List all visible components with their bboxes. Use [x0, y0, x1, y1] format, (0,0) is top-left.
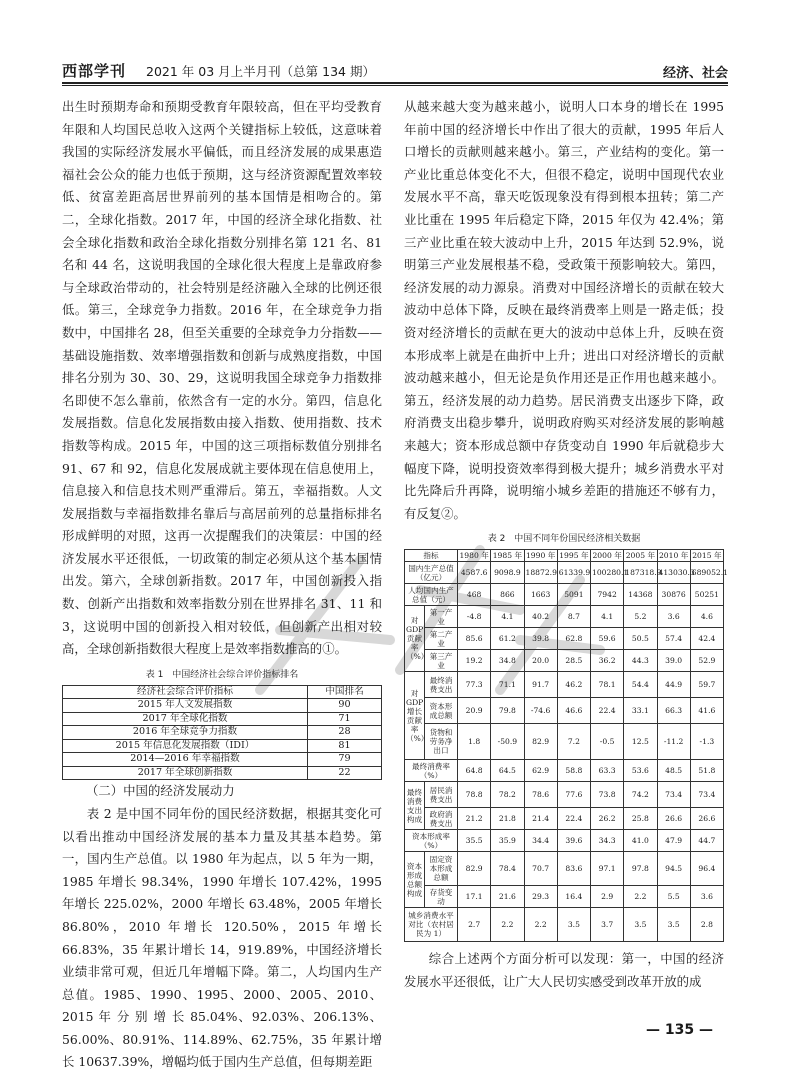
table-cell: 30876 — [657, 584, 690, 606]
table-header-row — [405, 550, 724, 562]
table-cell: 51.8 — [690, 760, 723, 782]
row-label: 政府消费支出 — [425, 808, 458, 830]
table-cell: 82.9 — [458, 852, 491, 886]
table-cell: 59.6 — [591, 628, 624, 650]
table-cell: 53.6 — [624, 760, 657, 782]
table-cell: 83.6 — [557, 852, 590, 886]
table-cell: 78.1 — [591, 672, 624, 698]
table-cell: 21.6 — [491, 886, 524, 908]
table-cell: 2.2 — [524, 908, 557, 942]
table-cell: 97.8 — [624, 852, 657, 886]
table-cell: 7.2 — [557, 724, 590, 760]
right-column — [404, 96, 728, 993]
row-label: 第二产业 — [425, 628, 458, 650]
row-label: 固定资本形成总额 — [425, 852, 458, 886]
row-group-label: 对 GDP 增长贡献率（%） — [405, 672, 425, 760]
table-cell: 78.8 — [458, 782, 491, 808]
table-cell: 66.3 — [657, 698, 690, 724]
table-cell: 1663 — [524, 584, 557, 606]
table-cell: 64.8 — [458, 760, 491, 782]
table-cell: 42.4 — [690, 628, 723, 650]
row-group-label: 资本形成总额构成 — [405, 852, 425, 908]
table-cell: 33.1 — [624, 698, 657, 724]
header-rule-thin — [62, 85, 728, 86]
table-cell: 71 — [308, 712, 382, 726]
body-paragraph: 从越来越大变为越来越小，说明人口本身的增长在 1995 年前中国的经济增长中作出了很大的贡献，1995 年后人口增长的贡献则越来越小。第三，产业结构的变化。第一产业比重总体变化不大，但很不稳定，说明中国现代农业发展水平不高，靠天吃饭现象没有得到根本扭转；第二产业比重在 1995 年后稳定下降，2015 年仅为 42.4%；第三产业比重在较大波动中上升，2015 年达到 52.9%，说明第三产业发展根基不稳，受政策干预影响较大。第四，经济发展的动力源泉。消费对中国经济增长的贡献在较大波动中总体下降，反映在最终消费率上则是一路走低；投资对经济增长的贡献在更大的波动中总体上升，反映在资本形成率上就是在曲折中上升；进出口对经济增长的贡献波动越来越小，但无论是负作用还是正作用也越来越小。第五，经济发展的动力趋势。居民消费支出逐步下降，政府消费支出稳步攀升，说明政府购买对经济发展的影响越来越大；资本形成总额中存货变动自 1990 年后就稳步大幅度下降，说明投资效率得到极大提升；城乡消费水平对比先降后升再降，说明缩小城乡差距的措施还不够有力，有反复②。 — [404, 99, 724, 521]
table-cell: 79.8 — [491, 698, 524, 724]
body-paragraph: 出生时预期寿命和预期受教育年限较高，但在平均受教育年限和人均国民总收入这两个关键指标上较低，这意味着我国的实际经济发展水平偏低，而且经济发展的成果惠造福社会公众的能力也低于预期，这与经济资源配置效率较低、贫富差距高居世界前列的基本国情是相吻合的。第二，全球化指数。2017 年，中国的经济全球化指数、社会全球化指数和政治全球化指数分别排名第 121 名、81 名和 44 名，这说明我国的全球化很大程度上是靠政府参与全球政治带动的，社会特别是经济融入全球的比例还很低。第三，全球竞争力指数。2016 年，在全球竞争力指数中，中国排名 28，但至关重要的全球竞争力分指数——基础设施指数、效率增强指数和创新与成熟度指数，中国排名分别为 30、30、29，这说明我国全球竞争力指数排名即使不怎么靠前，依然含有一定的水分。第四，信息化发展指数。信息化发展指数由接入指数、使用指数、技术指数等构成。2015 年，中国的这三项指标数值分别排名 91、67 和 92，信息化发展成就主要体现在信息使用上，信息接入和信息技术则严重滞后。第五，幸福指数。人文发展指数与幸福指数排名靠后与高居前列的总量指标排名形成鲜明的对照，这再一次提醒我们的决策层：中国的经济发展水平还很低，一切政策的制定必须从这个基本国情出发。第六，全球创新指数。2017 年，中国创新投入指数、创新产出指数和效率指数分别在世界排名 31、11 和 3，这说明中国的创新投入相对较低，但创新产出相对较高，全球创新指数很大程度上是效率指数推高的①。 — [62, 99, 382, 657]
table-cell: 3.7 — [591, 908, 624, 942]
table-cell: 73.8 — [591, 782, 624, 808]
table-cell: 9098.9 — [491, 562, 524, 584]
table-cell: 79 — [308, 753, 382, 767]
table-row — [405, 584, 724, 606]
table-row — [405, 830, 724, 852]
table-cell: 78.2 — [491, 782, 524, 808]
table-cell: 63.3 — [591, 760, 624, 782]
table-cell: 71.1 — [491, 672, 524, 698]
table-row — [405, 908, 724, 942]
table-cell: 81 — [308, 739, 382, 753]
table-cell: 82.9 — [524, 724, 557, 760]
table-cell: 468 — [458, 584, 491, 606]
left-column — [62, 96, 382, 1074]
table-cell: 2017 年全球创新指数 — [63, 766, 308, 780]
table-row — [63, 766, 382, 780]
table-cell: 36.2 — [591, 650, 624, 672]
table-cell: 64.5 — [491, 760, 524, 782]
table-cell: 39.8 — [524, 628, 557, 650]
table-cell: 46.6 — [557, 698, 590, 724]
table-row — [63, 699, 382, 713]
table-cell: 70.7 — [524, 852, 557, 886]
table-cell: 2.9 — [591, 886, 624, 908]
table-row — [405, 852, 724, 886]
table-cell: 18872.9 — [524, 562, 557, 584]
table-cell: -11.2 — [657, 724, 690, 760]
table-cell: 689052.1 — [690, 562, 723, 584]
table-cell: 4.1 — [591, 606, 624, 628]
table-cell: 2.2 — [624, 886, 657, 908]
row-label: 国内生产总值（亿元） — [405, 562, 458, 584]
table-row — [405, 724, 724, 760]
table-cell: 34.4 — [524, 830, 557, 852]
table-cell: 4587.6 — [458, 562, 491, 584]
table-cell: 90 — [308, 699, 382, 713]
table-cell: 7942 — [591, 584, 624, 606]
table-row — [405, 782, 724, 808]
table-cell: 94.5 — [657, 852, 690, 886]
table-cell: 46.2 — [557, 672, 590, 698]
section-subheading: （二）中国的经济发展动力 — [86, 783, 235, 799]
table-header-row — [63, 685, 382, 699]
column-header: 中国排名 — [308, 685, 382, 699]
table-cell: 866 — [491, 584, 524, 606]
table-cell: 20.9 — [458, 698, 491, 724]
table-cell: 35.5 — [458, 830, 491, 852]
table-cell: 22.4 — [557, 808, 590, 830]
table-cell: 54.4 — [624, 672, 657, 698]
table-cell: 2017 年全球化指数 — [63, 712, 308, 726]
table-cell: 16.4 — [557, 886, 590, 908]
table-cell: 26.6 — [690, 808, 723, 830]
table-row — [405, 698, 724, 724]
table-cell: 78.6 — [524, 782, 557, 808]
table-cell: 48.5 — [657, 760, 690, 782]
table-row — [405, 562, 724, 584]
table-cell: 12.5 — [624, 724, 657, 760]
column-header: 指标 — [405, 550, 458, 562]
column-header: 2010 年 — [658, 551, 689, 561]
table-row — [405, 808, 724, 830]
table-row — [405, 760, 724, 782]
table-cell: 78.4 — [491, 852, 524, 886]
table2 — [404, 549, 728, 942]
table-cell: 5.5 — [657, 886, 690, 908]
table-cell: 2016 年全球竞争力指数 — [63, 726, 308, 740]
journal-name: 西部学刊 — [62, 62, 127, 80]
table-cell: 44.9 — [657, 672, 690, 698]
table-cell: -74.6 — [524, 698, 557, 724]
table-cell: 3.5 — [624, 908, 657, 942]
table-cell: 2.7 — [458, 908, 491, 942]
table-cell: 2.2 — [491, 908, 524, 942]
table-cell: 3.5 — [557, 908, 590, 942]
row-label: 居民消费支出 — [425, 782, 458, 808]
table-cell: -1.3 — [690, 724, 723, 760]
table-cell: 35.9 — [491, 830, 524, 852]
table-cell: 41.6 — [690, 698, 723, 724]
table-cell: 91.7 — [524, 672, 557, 698]
column-header: 1990 年 — [525, 551, 556, 561]
table-cell: 187318.9 — [624, 562, 657, 584]
row-label: 第一产业 — [425, 606, 458, 628]
column-header: 经济社会综合评价指标 — [63, 685, 308, 699]
table-cell: 21.8 — [491, 808, 524, 830]
row-label: 最终消费率（%） — [405, 760, 458, 782]
table-cell: 22 — [308, 766, 382, 780]
table-cell: 59.7 — [690, 672, 723, 698]
table-cell: 62.9 — [524, 760, 557, 782]
table-cell: 44.3 — [624, 650, 657, 672]
table-cell: 25.8 — [624, 808, 657, 830]
table-cell: 39.6 — [557, 830, 590, 852]
table-cell: 3.5 — [657, 908, 690, 942]
row-label: 存货变动 — [425, 886, 458, 908]
row-label: 人均国内生产总值（元） — [405, 584, 458, 606]
issue-info: 2021 年 03 月上半月刊（总第 134 期） — [146, 64, 375, 79]
table1-caption: 表 1 中国经济社会综合评价指标排名 — [145, 669, 299, 680]
column-header: 2000 年 — [592, 551, 622, 561]
table-cell: 100280.1 — [591, 562, 624, 584]
table-row — [405, 672, 724, 698]
table-row — [63, 726, 382, 740]
body-paragraph: 表 2 是中国不同年份的国民经济数据，根据其变化可以看出推动中国经济发展的基本力量及其基本趋势。第一，国内生产总值。以 1980 年为起点，以 5 年为一期，1985 年增长 98.34%，1990 年增长 107.42%，1995 年增长 225.02%，2000 年增长 63.48%，2005 年增长 86.80%，2010 年增长 120.50%，2015 年增长 66.83%，35 年累计增长 14，919.89%，中国经济增长业绩非常可观，但近几年增幅下降。第二，人均国内生产总值。1985、1990、1995、2000、2005、2010、2015 年 分 别 增 长 85.04%、92.03%、206.13%、56.00%、80.91%、114.89%、62.75%，35 年累计增长 10637.39%，增幅均低于国内生产总值，但每期差距 — [62, 805, 382, 1070]
table-cell: 34.3 — [591, 830, 624, 852]
table-cell: -50.9 — [491, 724, 524, 760]
table-cell: 2015 年人文发展指数 — [63, 699, 308, 713]
table-cell: 21.4 — [524, 808, 557, 830]
table-cell: 52.9 — [690, 650, 723, 672]
table-cell: 44.7 — [690, 830, 723, 852]
table-row — [63, 712, 382, 726]
table-cell: 73.4 — [690, 782, 723, 808]
table-cell: 8.7 — [557, 606, 590, 628]
column-header: 2005 年 — [625, 551, 656, 561]
table-cell: 14368 — [624, 584, 657, 606]
table-cell: 5.2 — [624, 606, 657, 628]
table-cell: 61339.9 — [557, 562, 590, 584]
table-cell: 77.3 — [458, 672, 491, 698]
table-cell: 17.1 — [458, 886, 491, 908]
table-cell: 34.8 — [491, 650, 524, 672]
column-header: 1985 年 — [492, 551, 523, 561]
row-label: 资本形成总额 — [425, 698, 458, 724]
table-cell: 50251 — [690, 584, 723, 606]
table-cell: 40.2 — [524, 606, 557, 628]
table-cell: 74.2 — [624, 782, 657, 808]
row-label: 资本形成率（%） — [405, 830, 458, 852]
column-header: 1980 年 — [459, 551, 489, 561]
table-cell: 413030.3 — [657, 562, 690, 584]
table-cell: 77.6 — [557, 782, 590, 808]
table-cell: 85.6 — [458, 628, 491, 650]
table-cell: 96.4 — [690, 852, 723, 886]
table-cell: 22.4 — [591, 698, 624, 724]
table-cell: 2014—2016 年幸福指数 — [63, 753, 308, 767]
table-cell: 19.2 — [458, 650, 491, 672]
row-label: 最终消费支出 — [425, 672, 458, 698]
running-header — [62, 56, 728, 82]
row-group-label: 最终消费支出构成 — [405, 782, 425, 830]
table-cell: 29.3 — [524, 886, 557, 908]
row-label: 城乡消费水平对比（农村居民为 1） — [405, 908, 458, 942]
table-cell: 41.0 — [624, 830, 657, 852]
table-cell: 2015 年信息化发展指数（IDI） — [63, 739, 308, 753]
table-cell: 21.2 — [458, 808, 491, 830]
row-label: 货物和劳务净出口 — [425, 724, 458, 760]
header-rule — [62, 82, 728, 84]
table-row — [63, 753, 382, 767]
table-cell: 5091 — [557, 584, 590, 606]
table2-caption: 表 2 中国不同年份国民经济相关数据 — [487, 534, 641, 545]
table-cell: 28.5 — [557, 650, 590, 672]
column-header: 2015 年 — [692, 551, 722, 561]
body-paragraph: 综合上述两个方面分析可以发现：第一，中国的经济发展水平还很低，让广大人民切实感受到改革开放的成 — [404, 951, 724, 989]
table-cell: 73.4 — [657, 782, 690, 808]
table-cell: 26.2 — [591, 808, 624, 830]
table-cell: 26.6 — [657, 808, 690, 830]
table-row — [405, 650, 724, 672]
table-cell: 61.2 — [491, 628, 524, 650]
table1 — [62, 685, 382, 781]
row-group-label: 对 GDP 贡献率（%） — [405, 606, 425, 672]
table-cell: 57.4 — [657, 628, 690, 650]
page-number: — 135 — — [646, 1022, 713, 1038]
table-cell: -4.8 — [458, 606, 491, 628]
table-row — [405, 606, 724, 628]
table-cell: 3.6 — [690, 886, 723, 908]
table-cell: 58.8 — [557, 760, 590, 782]
table-cell: 50.5 — [624, 628, 657, 650]
section-title: 经济、社会 — [662, 66, 728, 81]
table-cell: 97.1 — [591, 852, 624, 886]
table-cell: 4.6 — [690, 606, 723, 628]
table-cell: 3.6 — [657, 606, 690, 628]
table-cell: -0.5 — [591, 724, 624, 760]
table-cell: 4.1 — [491, 606, 524, 628]
table-cell: 20.0 — [524, 650, 557, 672]
table-cell: 47.9 — [657, 830, 690, 852]
table-cell: 62.8 — [557, 628, 590, 650]
table-cell: 1.8 — [458, 724, 491, 760]
table-cell: 39.0 — [657, 650, 690, 672]
table-row — [63, 739, 382, 753]
column-header: 1995 年 — [559, 551, 589, 561]
table-cell: 28 — [308, 726, 382, 740]
table-row — [405, 886, 724, 908]
table-row — [405, 628, 724, 650]
row-label: 第三产业 — [425, 650, 458, 672]
table-cell: 2.8 — [690, 908, 723, 942]
